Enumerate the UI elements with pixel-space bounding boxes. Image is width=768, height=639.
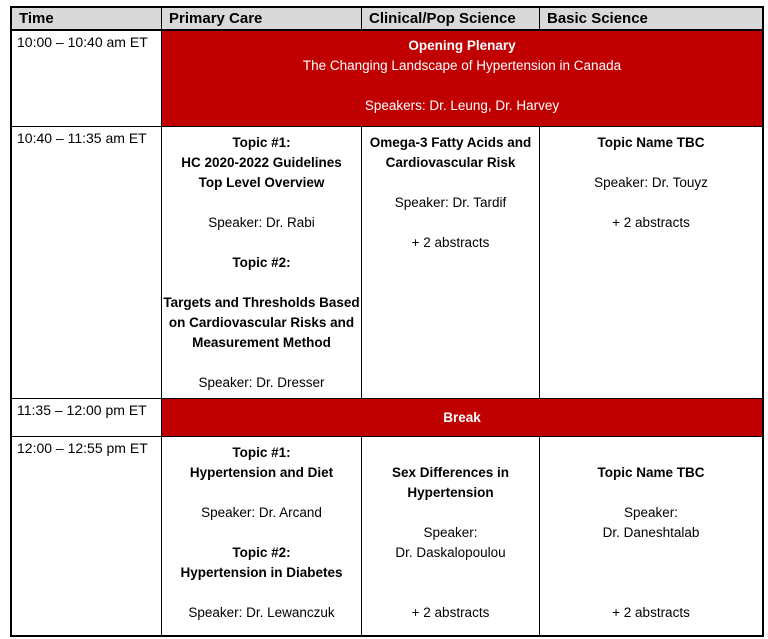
text-line: Speaker: Dr. Lewanczuk (188, 605, 335, 620)
text-line: Hypertension in Diabetes (180, 565, 343, 580)
text-line: Top Level Overview (198, 175, 325, 190)
text-line: Topic Name TBC (597, 465, 705, 480)
text-line: on Cardiovascular Risks and (168, 315, 355, 330)
blank-line (162, 233, 361, 253)
text-line: Speaker: (623, 505, 679, 520)
text-line: The Changing Landscape of Hypertension in Canada (302, 58, 622, 73)
blank-line (362, 443, 539, 463)
session-cell-primary-care-morning (162, 127, 362, 399)
text-line: Cardiovascular Risk (385, 155, 516, 170)
text-line: Topic #2: (232, 545, 291, 560)
blank-line (162, 273, 361, 293)
session-cell-clinical-pop-science-noon (362, 437, 540, 635)
opening-plenary-banner (162, 31, 762, 127)
session-cell-basic-science-morning (540, 127, 762, 399)
blank-line (362, 563, 539, 583)
text-line: Speakers: Dr. Leung, Dr. Harvey (364, 98, 560, 113)
text-line: Break (443, 409, 481, 425)
row-morning-sessions (12, 127, 762, 399)
text-line: Speaker: Dr. Tardif (394, 195, 507, 210)
text-line: Omega-3 Fatty Acids and (369, 135, 532, 150)
column-header-basic-science: Basic Science (540, 8, 762, 31)
row-break (12, 399, 762, 437)
blank-line (540, 483, 762, 503)
session-cell-primary-care-noon (162, 437, 362, 635)
blank-line (162, 353, 361, 373)
text-line: Sex Differences in (391, 465, 510, 480)
text-line: Topic #2: (232, 255, 291, 270)
session-cell-clinical-pop-science-morning (362, 127, 540, 399)
header-row (12, 8, 762, 31)
column-header-primary-care: Primary Care (162, 8, 362, 31)
text-line: Opening Plenary (408, 38, 516, 53)
text-line: + 2 abstracts (612, 215, 690, 230)
break-banner (162, 399, 762, 437)
text-line: Topic #1: (232, 135, 291, 150)
text-line: HC 2020-2022 Guidelines (181, 155, 342, 170)
column-header-time: Time (12, 8, 162, 31)
blank-line (162, 76, 762, 96)
text-line: + 2 abstracts (411, 605, 490, 620)
text-line: Topic Name TBC (597, 135, 705, 150)
text-line: Measurement Method (192, 335, 331, 350)
blank-line (540, 153, 762, 173)
blank-line (162, 193, 361, 213)
time-cell-noon-sessions: 12:00 – 12:55 pm ET (12, 437, 162, 635)
text-line: + 2 abstracts (612, 605, 690, 620)
time-cell-break: 11:35 – 12:00 pm ET (12, 399, 162, 437)
row-opening-plenary (12, 31, 762, 127)
text-line: Speaker: Dr. Rabi (208, 215, 315, 230)
text-line: Hypertension and Diet (189, 465, 334, 480)
blank-line (162, 483, 361, 503)
blank-line (540, 563, 762, 583)
time-cell-opening-plenary: 10:00 – 10:40 am ET (12, 31, 162, 127)
session-cell-basic-science-noon (540, 437, 762, 635)
blank-line (540, 443, 762, 463)
blank-line (162, 583, 361, 603)
text-line: Topic #1: (232, 445, 291, 460)
text-line: Hypertension (407, 485, 494, 500)
blank-line (540, 583, 762, 603)
blank-line (362, 503, 539, 523)
blank-line (362, 173, 539, 193)
text-line: Targets and Thresholds Based (163, 295, 360, 310)
column-header-clinical-pop-science: Clinical/Pop Science (362, 8, 540, 31)
conference-schedule-table (10, 6, 764, 637)
blank-line (540, 543, 762, 563)
text-line: Dr. Daskalopoulou (395, 545, 506, 560)
blank-line (362, 213, 539, 233)
time-cell-morning-sessions: 10:40 – 11:35 am ET (12, 127, 162, 399)
text-line: Dr. Daneshtalab (602, 525, 700, 540)
blank-line (540, 193, 762, 213)
blank-line (362, 583, 539, 603)
text-line: Speaker: Dr. Arcand (201, 505, 322, 520)
row-noon-sessions (12, 437, 762, 635)
blank-line (162, 523, 361, 543)
text-line: + 2 abstracts (411, 235, 490, 250)
text-line: Speaker: Dr. Dresser (198, 375, 325, 390)
text-line: Speaker: (423, 525, 478, 540)
text-line: Speaker: Dr. Touyz (594, 175, 708, 190)
